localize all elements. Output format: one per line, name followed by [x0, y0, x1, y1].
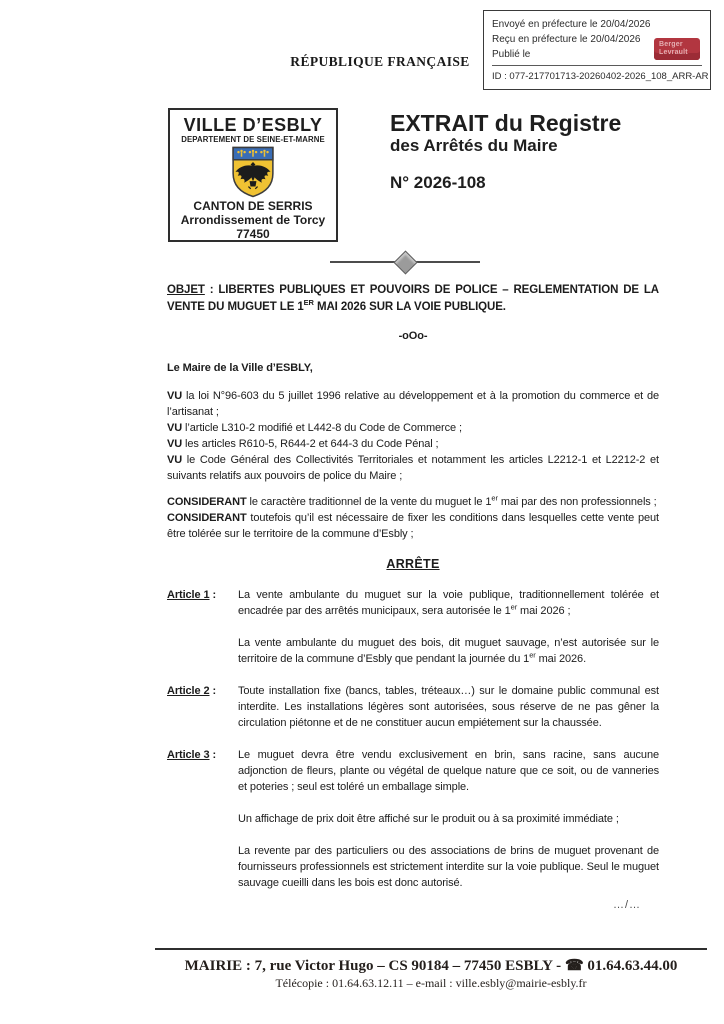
decree-number: N° 2026-108	[390, 173, 486, 192]
vu-prefix: VU	[167, 454, 183, 466]
considerant-superscript: er	[491, 493, 498, 503]
vu-item	[167, 436, 659, 452]
paragraph-text: La vente ambulante du muguet des bois, dit muguet sauvage, n’est autorisée sur le territoire de la commune d’Esbly que pendant la journée du 1	[238, 637, 659, 665]
paragraph-superscript: er	[510, 602, 518, 612]
vu-text: les articles R610-5, R644-2 et 644-3 du Code Pénal ;	[182, 438, 439, 450]
objet-superscript: ER	[303, 298, 314, 308]
divider-line-left	[330, 261, 395, 263]
article-3	[167, 747, 659, 891]
considerant-text-tail: mai par des non professionnels ;	[497, 496, 657, 508]
article-1-label	[167, 587, 238, 667]
vu-text: la loi N°96-603 du 5 juillet 1996 relative au développement et à la promotion du commerce et de l’artisanat ;	[167, 390, 659, 418]
city-coat-of-arms-icon	[230, 146, 276, 198]
footer-address-text: MAIRIE : 7, rue Victor Hugo – CS 90184 – 77450 ESBLY -	[184, 958, 565, 974]
city-identity-box	[168, 108, 338, 242]
salutation: Le Maire de la Ville d’ESBLY,	[167, 362, 313, 374]
arrete-heading	[167, 556, 659, 573]
paragraph-text: La revente par des particuliers ou des associations de brins de muguet provenant de fournisseurs professionnels est strictement interdite sur la voie publique. Seul le muguet sauvage cueilli dans les bois est donc autorisé.	[238, 845, 659, 889]
article-3-paragraph	[238, 747, 659, 795]
articles-section	[167, 587, 659, 891]
divider-line-right	[416, 261, 481, 263]
vu-text: l’article L310-2 modifié et L442-8 du Code de Commerce ;	[182, 422, 462, 434]
article-2-paragraph	[238, 683, 659, 731]
article-1-paragraph	[238, 635, 659, 667]
considerant-prefix: CONSIDERANT	[167, 512, 247, 524]
title-line1: EXTRAIT du Registre	[390, 110, 622, 136]
article-2-colon: :	[209, 685, 217, 697]
considerant-block	[167, 494, 659, 542]
stamp-published-line: Publié le	[492, 49, 531, 60]
paragraph-text: Le muguet devra être vendu exclusivement en brin, sans racine, sans aucune adjonction de fleurs, plante ou végétal de quelque nature que ce soit, ou de vanneries et poteries ; seul est toléré un emballage simple.	[238, 749, 659, 793]
article-3-body	[238, 747, 659, 891]
article-2-label-text: Article 2	[167, 685, 210, 697]
logo-text-bottom: Levrault	[659, 49, 688, 56]
paragraph-text-tail: mai 2026 ;	[517, 605, 571, 617]
city-name: VILLE D’ESBLY	[183, 115, 323, 135]
document-body	[167, 282, 659, 913]
paragraph-text: Toute installation fixe (bancs, tables, tréteaux…) sur le domaine public communal est interdite. Les installations légères sont autorisées, sous réserve de ne pas gêner la circulation piétonne et de ne constituer aucun empiétement sur la chaussée.	[238, 685, 659, 729]
objet-paragraph	[167, 282, 659, 316]
vu-prefix: VU	[167, 390, 183, 402]
vu-item	[167, 452, 659, 484]
considerant-text: le caractère traditionnel de la vente du muguet le 1	[246, 496, 492, 508]
city-department: DEPARTEMENT DE SEINE-ET-MARNE	[181, 135, 325, 144]
stamp-id-line: ID : 077-217701713-20260402-2026_108_ARR-AR	[492, 65, 702, 84]
objet-label: OBJET	[167, 284, 205, 296]
stamp-sent-line: Envoyé en préfecture le 20/04/2026	[492, 19, 651, 30]
article-2	[167, 683, 659, 731]
considerant-prefix: CONSIDERANT	[167, 496, 247, 508]
page-footer	[155, 948, 707, 991]
article-2-label	[167, 683, 238, 731]
ooo-separator: -oOo-	[398, 330, 428, 342]
city-postal-code: 77450	[236, 227, 270, 241]
arrete-heading-text: ARRÊTE	[386, 557, 440, 571]
city-arrondissement: Arrondissement de Torcy	[180, 213, 326, 227]
article-3-label-text: Article 3	[167, 749, 210, 761]
article-1-label-text: Article 1	[167, 589, 210, 601]
vu-item	[167, 388, 659, 420]
vu-text: le Code Général des Collectivités Territoriales et notamment les articles L2212-1 et L2212-2 et suivants relatifs aux pouvoirs de police du Maire ;	[167, 454, 659, 482]
vu-block	[167, 388, 659, 484]
vu-prefix: VU	[167, 438, 183, 450]
article-2-body	[238, 683, 659, 731]
article-3-paragraph	[238, 811, 659, 827]
footer-phone-number: 01.64.63.44.00	[583, 958, 678, 974]
registry-title-block	[390, 110, 621, 193]
republic-heading: RÉPUBLIQUE FRANÇAISE	[290, 54, 470, 69]
diamond-ornament-icon	[393, 250, 417, 274]
considerant-item	[167, 494, 659, 510]
footer-fax-email-line: Télécopie : 01.64.63.12.11 – e-mail : ville.esbly@mairie-esbly.fr	[275, 976, 587, 990]
vu-item	[167, 420, 659, 436]
paragraph-superscript: er	[529, 650, 536, 660]
objet-text-tail: MAI 2026 SUR LA VOIE PUBLIQUE.	[313, 301, 506, 313]
phone-icon: ☎	[564, 958, 584, 974]
berger-levrault-logo-icon	[654, 38, 700, 60]
logo-text-top: Berger	[659, 41, 683, 48]
paragraph-text-tail: mai 2026.	[535, 653, 587, 665]
objet-text: : LIBERTES PUBLIQUES ET POUVOIRS DE POLICE – REGLEMENTATION DE LA VENTE DU MUGUET LE 1	[167, 284, 659, 313]
continuation-mark: …/…	[612, 899, 641, 911]
prefecture-stamp-box	[483, 10, 711, 90]
city-canton: CANTON DE SERRIS	[193, 199, 313, 213]
article-1-paragraph	[238, 587, 659, 619]
article-1-body	[238, 587, 659, 667]
footer-address-line	[155, 957, 707, 975]
article-3-colon: :	[209, 749, 217, 761]
ornament-divider	[330, 252, 480, 272]
considerant-item	[167, 510, 659, 542]
title-line2: des Arrêtés du Maire	[390, 136, 558, 155]
article-1-colon: :	[209, 589, 217, 601]
paragraph-text: Un affichage de prix doit être affiché sur le produit ou à sa proximité immédiate ;	[238, 813, 619, 825]
article-3-label	[167, 747, 238, 891]
article-3-paragraph	[238, 843, 659, 891]
vu-prefix: VU	[167, 422, 183, 434]
considerant-text: toutefois qu’il est nécessaire de fixer les conditions dans lesquelles cette vente peut être tolérée sur le territoire de la commune d’Esbly ;	[167, 512, 659, 540]
article-1	[167, 587, 659, 667]
stamp-received-line: Reçu en préfecture le 20/04/2026	[492, 34, 641, 45]
paragraph-text: La vente ambulante du muguet sur la voie publique, traditionnellement tolérée et encadrée par des arrêtés municipaux, sera autorisée le 1	[238, 589, 659, 617]
